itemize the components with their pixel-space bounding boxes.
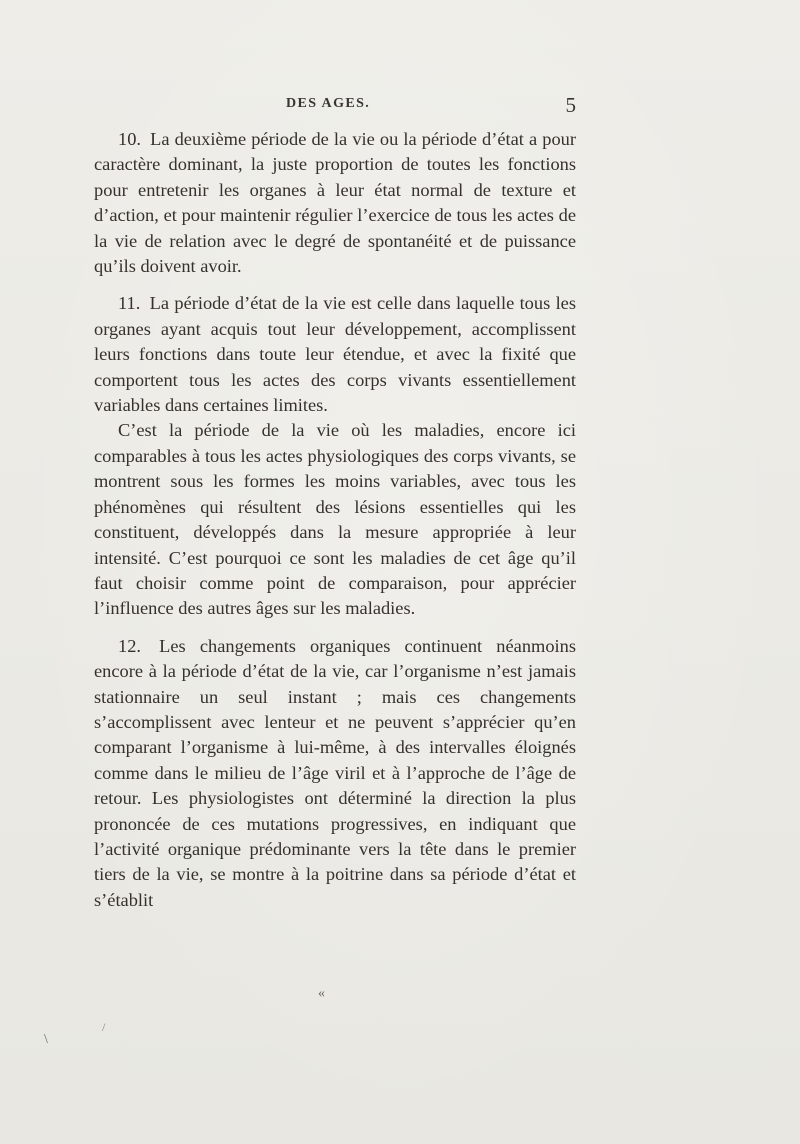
stray-print-mark: / (102, 1020, 106, 1034)
paragraph-continuation (94, 418, 576, 621)
paragraph-number: 11. (118, 293, 141, 314)
paragraph-11 (94, 291, 576, 418)
stray-print-mark: \ (44, 1032, 48, 1047)
running-head: DES AGES. (286, 96, 371, 111)
paragraph-12 (94, 634, 576, 913)
stray-print-mark: « (318, 986, 325, 1001)
page-number: 5 (565, 93, 576, 117)
page-header (94, 93, 576, 120)
body-text (94, 127, 576, 913)
paragraph-text: La période d’état de la vie est celle dans laquelle tous les organes ayant acquis tout leur développement, accomplissent leurs fonctions dans toute leur étendue, et avec la fixité que comportent tous les actes des corps vivants essentiellement variables dans certaines limites. (94, 293, 576, 416)
paragraph-text: La deuxième période de la vie ou la période d’état a pour caractère dominant, la juste proportion de toutes les fonctions pour entretenir les organes à leur état normal de texture et d’action, et pour maintenir régulier l’exercice de tous les actes de la vie de relation avec le degré de spontanéité et de puissance qu’ils doivent avoir. (94, 129, 576, 277)
paragraph-10 (94, 127, 576, 279)
paragraph-text: Les changements organiques continuent néanmoins encore à la période d’état de la vie, car l’organisme n’est jamais stationnaire un seul instant ; mais ces changements s’accomplissent avec lenteur et ne peuvent s’apprécier qu’en comparant l’organisme à lui-même, à des intervalles éloignés comme dans le milieu de l’âge viril et à l’approche de l’âge de retour. Les physiologistes ont déterminé la direction la plus prononcée de ces mutations progressives, en indiquant que l’activité organique prédominante vers la tête dans le premier tiers de la vie, se montre à la poitrine dans sa période d’état et s’établit (94, 635, 576, 910)
paragraph-number: 10. (118, 129, 141, 149)
paragraph-number: 12. (118, 635, 141, 656)
paragraph-text: C’est la période de la vie où les maladies, encore ici comparables à tous les actes physiologiques des corps vivants, se montrent sous les formes les moins variables, avec tous les phénomènes qui résultent des lésions essentielles qui les constituent, développés dans la mesure appropriée à leur intensité. C’est pourquoi ce sont les maladies de cet âge qu’il faut choisir comme point de comparaison, pour apprécier l’influence des autres âges sur les maladies. (94, 420, 576, 619)
